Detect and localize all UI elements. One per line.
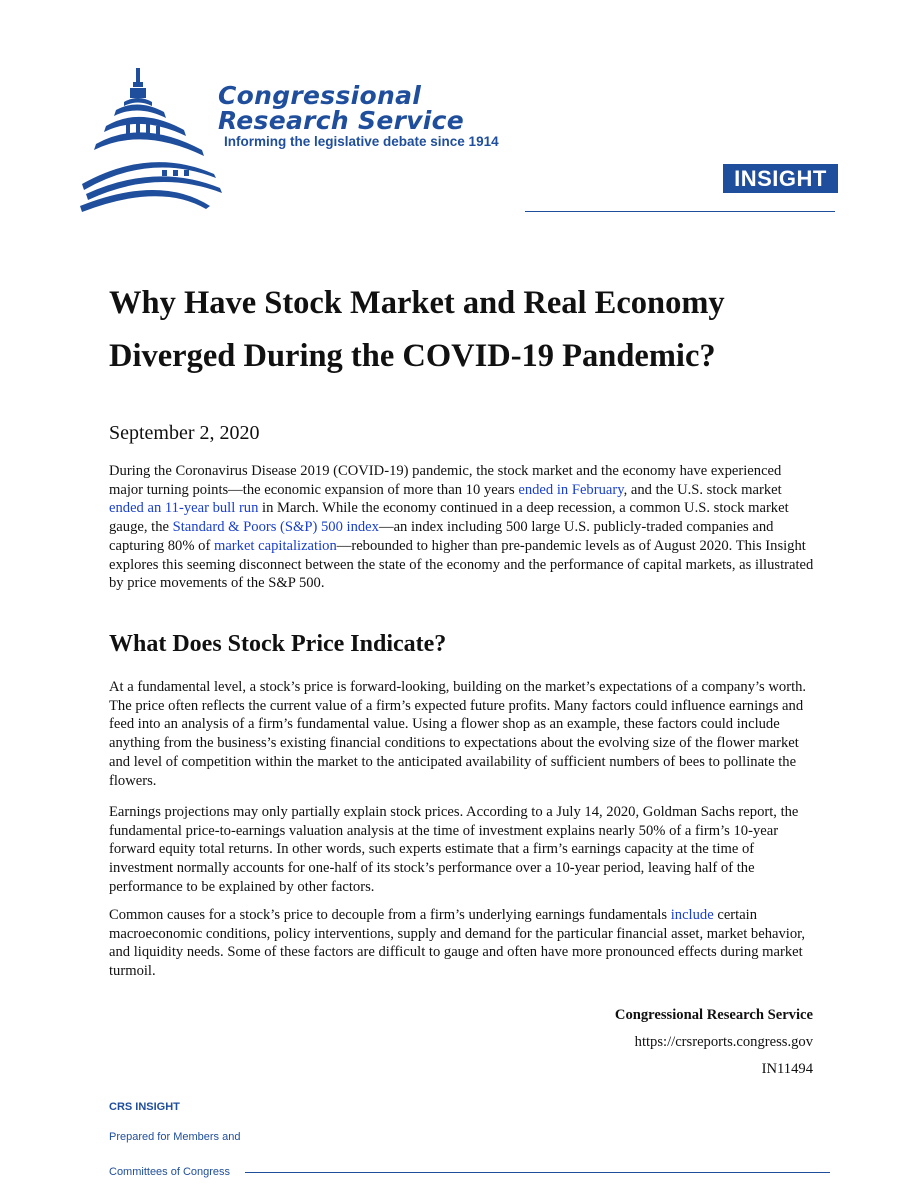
footer-id: IN11494 (761, 1061, 813, 1077)
page-title: Why Have Stock Market and Real Economy Diverged During the COVID-19 Pandemic? (109, 285, 725, 374)
body-paragraph: Earnings projections may only partially explain stock prices. According to a July 14, 2020, Goldman Sachs report, the fundamental price-to-earnings valuation analysis at the time of investment explains nearly 50% of a firm’s 10-year forward equity total returns. In other words, such experts estimate that a firm’s earnings capacity at the time of investment normally accounts for one-half of its stock’s performance over a 10-year period, leaving half of the performance to be explained by other factors. (109, 804, 799, 895)
footer-citation (615, 1002, 813, 1083)
header-divider (525, 211, 835, 212)
intro-paragraph: During the Coronavirus Disease 2019 (COVID-19) pandemic, the stock market and the economy have experienced major turning points—the economic expansion of more than 10 years ended in February, and the U.S. stock market ended an 11-year bull run in March. While the economy continued in a deep recession, a common U.S. stock market gauge, the Standard & Poors (S&P) 500 index—an index including 500 large U.S. publicly-traded companies and capturing 80% of market capitalization—rebounded to higher than pre-pandemic levels as of August 2020. This Insight explores this seeming disconnect between the state of the economy and the performance of capital markets, as illustrated by price movements of the S&P 500. (109, 463, 814, 592)
footer-divider (245, 1172, 830, 1173)
link-bull-run[interactable]: ended an 11-year bull run (109, 500, 259, 517)
section-heading: What Does Stock Price Indicate? (109, 631, 447, 657)
link-ended-in-february[interactable]: ended in February (518, 481, 624, 498)
link-sp500-index[interactable]: Standard & Poors (S&P) 500 index (172, 519, 379, 536)
committees-text: Committees of Congress (109, 1166, 231, 1178)
publication-date: September 2, 2020 (109, 422, 260, 444)
org-name-line1: Congressional (218, 81, 422, 110)
org-name-line2: Research Service (218, 106, 465, 135)
crs-insight-label: CRS INSIGHT (109, 1101, 180, 1113)
footer-url: https://crsreports.congress.gov (634, 1034, 813, 1050)
body-paragraph: At a fundamental level, a stock’s price is forward-looking, building on the market’s expectations of a company’s worth. The price often reflects the current value of a firm’s expected future profits. Many factors could influence earnings and feed into an analysis of a firm’s fundamental value. Using a flower shop as an example, these factors could include anything from the business’s existing financial conditions to expectations about the evolving size of the flower market and level of competition within the market to the anticipated availability of sufficient numbers of bees to pollinate the flowers. (109, 679, 807, 789)
link-market-capitalization[interactable]: market capitalization (213, 537, 337, 554)
body-paragraph: Common causes for a stock’s price to decouple from a firm’s underlying earnings fundamentals include certain macroeconomic conditions, policy interventions, supply and demand for the particular financial asset, market behavior, and liquidity needs. Some of these factors are difficult to gauge and often have more pronounced effects during market turmoil. (109, 907, 806, 980)
org-tagline: Informing the legislative debate since 1914 (224, 134, 499, 149)
footer-org: Congressional Research Service (614, 1007, 813, 1023)
prepared-for-text: Prepared for Members and (109, 1131, 241, 1143)
insight-badge: INSIGHT (723, 164, 838, 193)
link-include[interactable]: include (670, 907, 714, 923)
